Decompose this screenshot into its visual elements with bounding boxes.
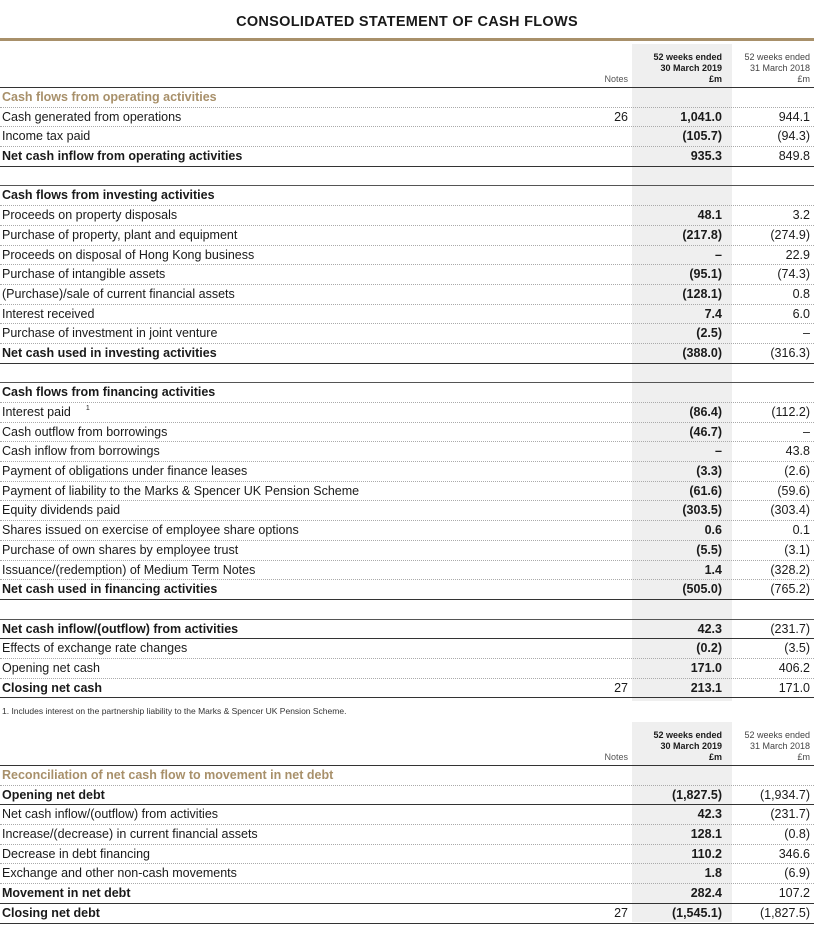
row-label: Interest received [2, 306, 95, 321]
prior-year-value: – [803, 326, 810, 341]
title-rule [0, 38, 814, 41]
table-row [0, 206, 814, 226]
cashflow-table [0, 47, 814, 698]
row-label: Net cash inflow from operating activities [2, 149, 243, 164]
prior-year-value: (765.2) [770, 582, 810, 597]
prior-year-value: 43.8 [785, 444, 810, 459]
current-year-value: (128.1) [682, 286, 722, 301]
table-row [0, 226, 814, 246]
table-row [0, 482, 814, 502]
table-row [0, 864, 814, 884]
prior-year-value: (1,827.5) [759, 905, 810, 920]
total-row [0, 679, 814, 699]
row-label: Opening net debt [2, 787, 105, 802]
net-debt-table [0, 725, 814, 924]
row-label: Purchase of property, plant and equipment [2, 227, 238, 242]
current-year-header: 52 weeks ended 30 March 2019 £m [653, 52, 722, 84]
current-year-value: 1.4 [704, 562, 722, 577]
current-year-value: 171.0 [690, 660, 722, 675]
row-label: Issuance/(redemption) of Medium Term Notes [2, 562, 256, 577]
current-year-value: – [715, 444, 722, 459]
spacer-row [0, 600, 814, 620]
current-year-value: 128.1 [690, 827, 722, 842]
spacer-row [0, 364, 814, 384]
row-label: Cash generated from operations [2, 109, 182, 124]
section-heading [0, 88, 814, 108]
prior-year-value: (328.2) [770, 562, 810, 577]
prior-year-value: – [803, 424, 810, 439]
table-row [0, 285, 814, 305]
row-label: Interest paid [2, 405, 71, 419]
row-label: Movement in net debt [2, 886, 131, 901]
current-year-value: (505.0) [682, 582, 722, 597]
table-row [0, 845, 814, 865]
current-year-header: 52 weeks ended 30 March 2019 £m [653, 730, 722, 762]
prior-year-value: 346.6 [778, 846, 810, 861]
current-year-value: (46.7) [689, 424, 722, 439]
table-row [0, 639, 814, 659]
row-label: Exchange and other non-cash movements [2, 866, 237, 881]
current-year-value: (3.3) [696, 464, 722, 479]
current-year-value: 42.3 [697, 807, 722, 822]
row-label: Income tax paid [2, 129, 91, 144]
prior-year-value: (2.6) [784, 464, 810, 479]
row-label: Increase/(decrease) in current financial assets [2, 827, 258, 842]
total-row [0, 786, 814, 806]
row-label: Net cash inflow/(outflow) from activities [2, 807, 219, 822]
row-label: Cash flows from operating activities [2, 90, 217, 104]
row-label: Closing net debt [2, 905, 100, 920]
table-row [0, 561, 814, 581]
prior-year-value: 171.0 [778, 680, 810, 695]
prior-year-value: 6.0 [792, 306, 810, 321]
current-year-value: 1.8 [704, 866, 722, 881]
table-row [0, 825, 814, 845]
table-row [0, 659, 814, 679]
prior-year-value: (3.1) [784, 542, 810, 557]
row-label: Proceeds on disposal of Hong Kong business [2, 247, 255, 262]
prior-year-value: (303.4) [770, 503, 810, 518]
row-label: Purchase of investment in joint venture [2, 326, 218, 341]
notes-header: Notes [604, 74, 628, 84]
table-row [0, 501, 814, 521]
row-label: Purchase of intangible assets [2, 267, 166, 282]
current-year-value: (388.0) [682, 345, 722, 360]
total-row [0, 904, 814, 924]
note-ref: 26 [614, 109, 628, 124]
current-year-value: (61.6) [689, 483, 722, 498]
row-label: Net cash inflow/(outflow) from activities [2, 621, 239, 636]
row-label: Cash flows from financing activities [2, 385, 216, 400]
current-year-value: 213.1 [690, 680, 722, 695]
current-year-value: (95.1) [689, 267, 722, 282]
current-year-value: (86.4) [689, 405, 722, 419]
note-ref: 27 [614, 680, 628, 695]
row-label: Payment of liability to the Marks & Spencer UK Pension Scheme [2, 483, 360, 498]
current-year-value: 110.2 [691, 846, 722, 861]
prior-year-value: (316.3) [770, 345, 810, 360]
current-year-value: 1,041.0 [680, 109, 722, 124]
column-headers [0, 725, 814, 766]
current-year-value: 7.4 [704, 306, 722, 321]
prior-year-value: (3.5) [784, 641, 810, 656]
table-row [0, 521, 814, 541]
table-row [0, 265, 814, 285]
current-year-value: (5.5) [696, 542, 722, 557]
row-label: Cash inflow from borrowings [2, 444, 160, 459]
prior-year-value: 107.2 [778, 886, 810, 901]
row-label: Equity dividends paid [2, 503, 121, 518]
row-label: Payment of obligations under finance leases [2, 464, 248, 479]
section-heading [0, 383, 814, 403]
page-title: CONSOLIDATED STATEMENT OF CASH FLOWS [236, 14, 578, 30]
row-label: Opening net cash [2, 660, 100, 675]
row-label: Effects of exchange rate changes [2, 641, 188, 656]
row-label: Shares issued on exercise of employee share options [2, 523, 299, 538]
total-row [0, 884, 814, 904]
table-row [0, 246, 814, 266]
current-year-value: (217.8) [682, 227, 722, 242]
prior-year-value: (6.9) [784, 866, 810, 881]
table-row [0, 324, 814, 344]
note-ref: 27 [614, 905, 628, 920]
prior-year-value: (112.2) [771, 405, 810, 419]
prior-year-value: (94.3) [777, 129, 810, 144]
prior-year-value: (274.9) [770, 227, 810, 242]
current-year-value: 48.1 [697, 208, 722, 223]
prior-year-value: 944.1 [778, 109, 810, 124]
current-year-value: (2.5) [696, 326, 722, 341]
table-row [0, 127, 814, 147]
row-label: Reconciliation of net cash flow to movement in net debt [2, 768, 334, 782]
current-year-value: (303.5) [682, 503, 722, 518]
current-year-value: 282.4 [690, 886, 722, 901]
total-row [0, 620, 814, 640]
current-year-value: (105.7) [682, 129, 722, 144]
prior-year-value: 406.2 [778, 660, 810, 675]
prior-year-value: (231.7) [770, 621, 810, 636]
table-row [0, 462, 814, 482]
row-label: Closing net cash [2, 680, 103, 695]
prior-year-value: 22.9 [785, 247, 810, 262]
section-heading [0, 766, 814, 786]
row-label: Cash flows from investing activities [2, 188, 215, 203]
row-label: (Purchase)/sale of current financial assets [2, 286, 235, 301]
current-year-value: (1,827.5) [671, 787, 722, 802]
current-year-value: 0.6 [704, 523, 722, 538]
table-row [0, 442, 814, 462]
table-row [0, 423, 814, 443]
prior-year-value: 0.8 [792, 286, 810, 301]
total-row [0, 147, 814, 167]
prior-year-header: 52 weeks ended 31 March 2018 £m [744, 52, 810, 84]
total-row [0, 344, 814, 364]
prior-year-value: (0.8) [784, 827, 810, 842]
table-row [0, 305, 814, 325]
current-year-value: (0.2) [696, 641, 722, 656]
row-label: Purchase of own shares by employee trust [2, 542, 239, 557]
current-year-value: 42.3 [697, 621, 722, 636]
table-row [0, 805, 814, 825]
row-label: Net cash used in investing activities [2, 345, 217, 360]
prior-year-value: (231.7) [770, 807, 810, 822]
current-year-value: 935.3 [690, 149, 722, 164]
total-row [0, 580, 814, 600]
footnote: 1. Includes interest on the partnership liability to the Marks & Spencer UK Pension Scheme. [2, 706, 347, 716]
row-label: Net cash used in financing activities [2, 582, 218, 597]
prior-year-value: (1,934.7) [759, 787, 810, 802]
spacer-row [0, 167, 814, 187]
row-label: Proceeds on property disposals [2, 208, 178, 223]
notes-header: Notes [604, 752, 628, 762]
prior-year-value: 0.1 [792, 523, 810, 538]
column-headers [0, 47, 814, 88]
table-row [0, 108, 814, 128]
section-heading [0, 186, 814, 206]
prior-year-value: (59.6) [777, 483, 810, 498]
row-label: Cash outflow from borrowings [2, 424, 168, 439]
table-row [0, 403, 814, 423]
prior-year-header: 52 weeks ended 31 March 2018 £m [744, 730, 810, 762]
current-year-value: (1,545.1) [671, 905, 722, 920]
prior-year-value: (74.3) [777, 267, 810, 282]
footnote-marker: 1 [85, 405, 90, 412]
table-row [0, 541, 814, 561]
current-year-value: – [715, 247, 722, 262]
row-label: Decrease in debt financing [2, 846, 151, 861]
prior-year-value: 3.2 [792, 208, 810, 223]
prior-year-value: 849.8 [778, 149, 810, 164]
